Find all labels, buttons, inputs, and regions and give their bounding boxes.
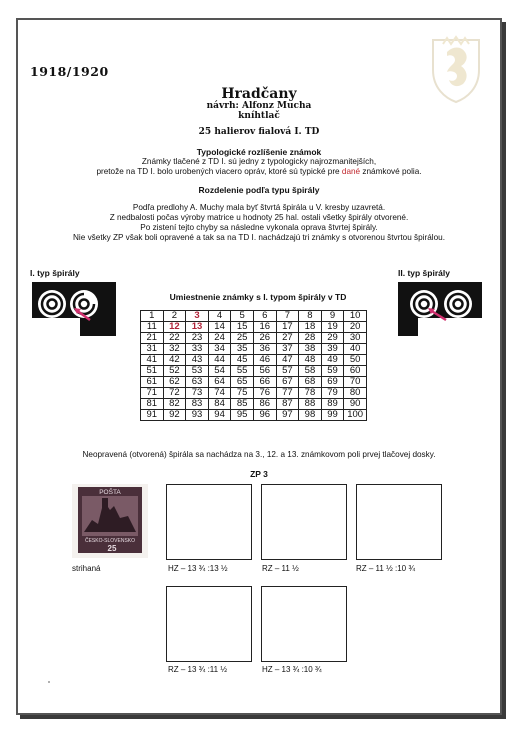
table-cell: 31 (141, 344, 164, 355)
spiral-line-4: Nie všetky ZP však boli opravené a tak sa na TD I. nachádzajú tri známky s otvorenou štvrtou špirálou. (73, 233, 445, 242)
table-cell: 88 (299, 399, 322, 410)
table-cell: 4 (208, 311, 231, 322)
slot-5-caption: RZ – 13 ¾ :11 ½ (168, 665, 227, 674)
table-cell: 45 (231, 355, 254, 366)
slot-1-caption: strihaná (72, 564, 101, 573)
stamp-country-text: ČESKO-SLOVENSKO (84, 538, 136, 544)
table-cell: 10 (344, 311, 367, 322)
table-cell: 23 (186, 333, 209, 344)
table-cell: 66 (253, 377, 276, 388)
stamp-series-title: Hradčany (221, 86, 297, 102)
plate-position-table-title: Umiestnenie známky s I. typom špirály v TD (169, 292, 347, 302)
zp-title: ZP 3 (250, 469, 268, 479)
table-cell: 15 (231, 322, 254, 333)
stamp-slot-3 (261, 484, 347, 560)
open-spiral-detail-icon (32, 282, 116, 336)
table-cell: 22 (163, 333, 186, 344)
table-cell: 94 (208, 410, 231, 421)
table-row (141, 333, 367, 344)
table-cell: 1 (141, 311, 164, 322)
typology-heading: Typologické rozlíšenie známok (196, 147, 322, 157)
table-cell: 58 (299, 366, 322, 377)
table-cell: 50 (344, 355, 367, 366)
table-cell: 44 (208, 355, 231, 366)
stamp-slot-6 (261, 586, 347, 662)
table-row (141, 377, 367, 388)
table-cell: 89 (321, 399, 344, 410)
table-row (141, 344, 367, 355)
typology-line-2 (16, 167, 502, 177)
table-cell: 33 (186, 344, 209, 355)
stamp-value-text: 25 (107, 544, 117, 553)
table-cell: 72 (163, 388, 186, 399)
table-cell: 6 (253, 311, 276, 322)
typology-line-1: Známky tlačené z TD I. sú jedny z typologicky najrozmanitejších, (141, 157, 377, 166)
table-cell: 2 (163, 311, 186, 322)
table-cell: 84 (208, 399, 231, 410)
typology-line-2-start: pretože na TD I. bolo urobených viacero opráv, ktoré sú typické pre (96, 167, 342, 176)
closed-spiral-detail-icon (398, 282, 482, 336)
slot-6-caption: HZ – 13 ¾ :10 ¾ (262, 665, 322, 674)
table-cell: 3 (186, 311, 209, 322)
table-cell: 61 (141, 377, 164, 388)
table-cell: 30 (344, 333, 367, 344)
table-cell: 43 (186, 355, 209, 366)
table-cell: 90 (344, 399, 367, 410)
table-row (141, 410, 367, 421)
table-cell: 19 (321, 322, 344, 333)
table-row (141, 355, 367, 366)
table-cell: 86 (253, 399, 276, 410)
design-credit: návrh: Alfonz Mucha (206, 101, 312, 111)
table-cell: 16 (253, 322, 276, 333)
typology-line-2-end: známkové polia. (360, 167, 422, 176)
table-cell: 17 (276, 322, 299, 333)
table-cell: 8 (299, 311, 322, 322)
table-cell: 93 (186, 410, 209, 421)
table-cell: 85 (231, 399, 254, 410)
table-cell: 11 (141, 322, 164, 333)
table-cell: 74 (208, 388, 231, 399)
table-cell: 21 (141, 333, 164, 344)
table-row (141, 366, 367, 377)
plate-position-table (140, 310, 367, 421)
hradcany-stamp-image (72, 484, 148, 558)
table-cell: 25 (231, 333, 254, 344)
table-cell: 70 (344, 377, 367, 388)
stray-mark (48, 681, 50, 683)
table-cell: 69 (321, 377, 344, 388)
table-cell: 99 (321, 410, 344, 421)
table-cell: 95 (231, 410, 254, 421)
table-cell: 20 (344, 322, 367, 333)
table-cell: 68 (299, 377, 322, 388)
table-cell: 83 (186, 399, 209, 410)
table-cell: 79 (321, 388, 344, 399)
table-cell: 14 (208, 322, 231, 333)
table-cell: 71 (141, 388, 164, 399)
table-cell: 13 (186, 322, 209, 333)
table-cell: 96 (253, 410, 276, 421)
unrepaired-spiral-note: Neopravená (otvorená) špirála sa nachádza na 3., 12. a 13. známkovom poli prvej tlačovej dosky. (82, 450, 436, 459)
table-cell: 80 (344, 388, 367, 399)
table-cell: 5 (231, 311, 254, 322)
stamp-posta-text: POŠTA (99, 489, 121, 496)
table-cell: 39 (321, 344, 344, 355)
table-cell: 9 (321, 311, 344, 322)
table-cell: 55 (231, 366, 254, 377)
table-cell: 41 (141, 355, 164, 366)
stamp-slot-4 (356, 484, 442, 560)
type2-label: II. typ špirály (398, 268, 450, 278)
spiral-line-2: Z nedbalosti počas výroby matrice u hodnoty 25 hal. ostali všetky špirály otvorené. (109, 213, 409, 222)
table-row (141, 311, 367, 322)
table-cell: 52 (163, 366, 186, 377)
table-cell: 82 (163, 399, 186, 410)
table-cell: 42 (163, 355, 186, 366)
table-cell: 28 (299, 333, 322, 344)
table-cell: 67 (276, 377, 299, 388)
spiral-line-1: Podľa predlohy A. Muchy mala byť štvrtá špirála u V. kresby uzavretá. (132, 203, 386, 212)
table-row (141, 399, 367, 410)
year-label: 1918/1920 (30, 64, 109, 79)
table-cell: 75 (231, 388, 254, 399)
table-cell: 49 (321, 355, 344, 366)
table-cell: 26 (253, 333, 276, 344)
table-cell: 12 (163, 322, 186, 333)
table-cell: 65 (231, 377, 254, 388)
table-cell: 54 (208, 366, 231, 377)
table-cell: 76 (253, 388, 276, 399)
slot-4-caption: RZ – 11 ½ :10 ¾ (356, 564, 415, 573)
table-cell: 34 (208, 344, 231, 355)
table-cell: 73 (186, 388, 209, 399)
table-cell: 60 (344, 366, 367, 377)
table-cell: 87 (276, 399, 299, 410)
table-cell: 35 (231, 344, 254, 355)
table-cell: 59 (321, 366, 344, 377)
stamp-value-heading: 25 halierov fialová I. TD (198, 127, 320, 137)
stamp-slot-2 (166, 484, 252, 560)
table-cell: 91 (141, 410, 164, 421)
table-cell: 53 (186, 366, 209, 377)
type1-label: I. typ špirály (30, 268, 80, 278)
spiral-heading: Rozdelenie podľa typu špirály (198, 185, 320, 195)
table-cell: 47 (276, 355, 299, 366)
table-cell: 29 (321, 333, 344, 344)
table-cell: 97 (276, 410, 299, 421)
table-cell: 18 (299, 322, 322, 333)
table-cell: 7 (276, 311, 299, 322)
table-row (141, 322, 367, 333)
table-cell: 62 (163, 377, 186, 388)
table-cell: 51 (141, 366, 164, 377)
table-cell: 24 (208, 333, 231, 344)
table-row (141, 388, 367, 399)
typology-line-2-red: dané (341, 167, 361, 176)
table-cell: 40 (344, 344, 367, 355)
table-cell: 36 (253, 344, 276, 355)
table-cell: 56 (253, 366, 276, 377)
table-cell: 48 (299, 355, 322, 366)
stamp-slot-5 (166, 586, 252, 662)
table-cell: 32 (163, 344, 186, 355)
table-cell: 63 (186, 377, 209, 388)
spiral-line-3: Po zistení tejto chyby sa následne vykonala oprava štvrtej špirály. (140, 223, 378, 232)
table-cell: 81 (141, 399, 164, 410)
table-cell: 27 (276, 333, 299, 344)
table-cell: 77 (276, 388, 299, 399)
table-cell: 64 (208, 377, 231, 388)
table-cell: 98 (299, 410, 322, 421)
table-cell: 100 (344, 410, 367, 421)
table-cell: 38 (299, 344, 322, 355)
printing-method: kníhtlač (238, 111, 280, 121)
table-cell: 78 (299, 388, 322, 399)
table-cell: 37 (276, 344, 299, 355)
slot-3-caption: RZ – 11 ½ (262, 564, 299, 573)
table-cell: 57 (276, 366, 299, 377)
table-cell: 92 (163, 410, 186, 421)
slot-2-caption: HZ – 13 ¾ :13 ½ (168, 564, 228, 573)
table-cell: 46 (253, 355, 276, 366)
